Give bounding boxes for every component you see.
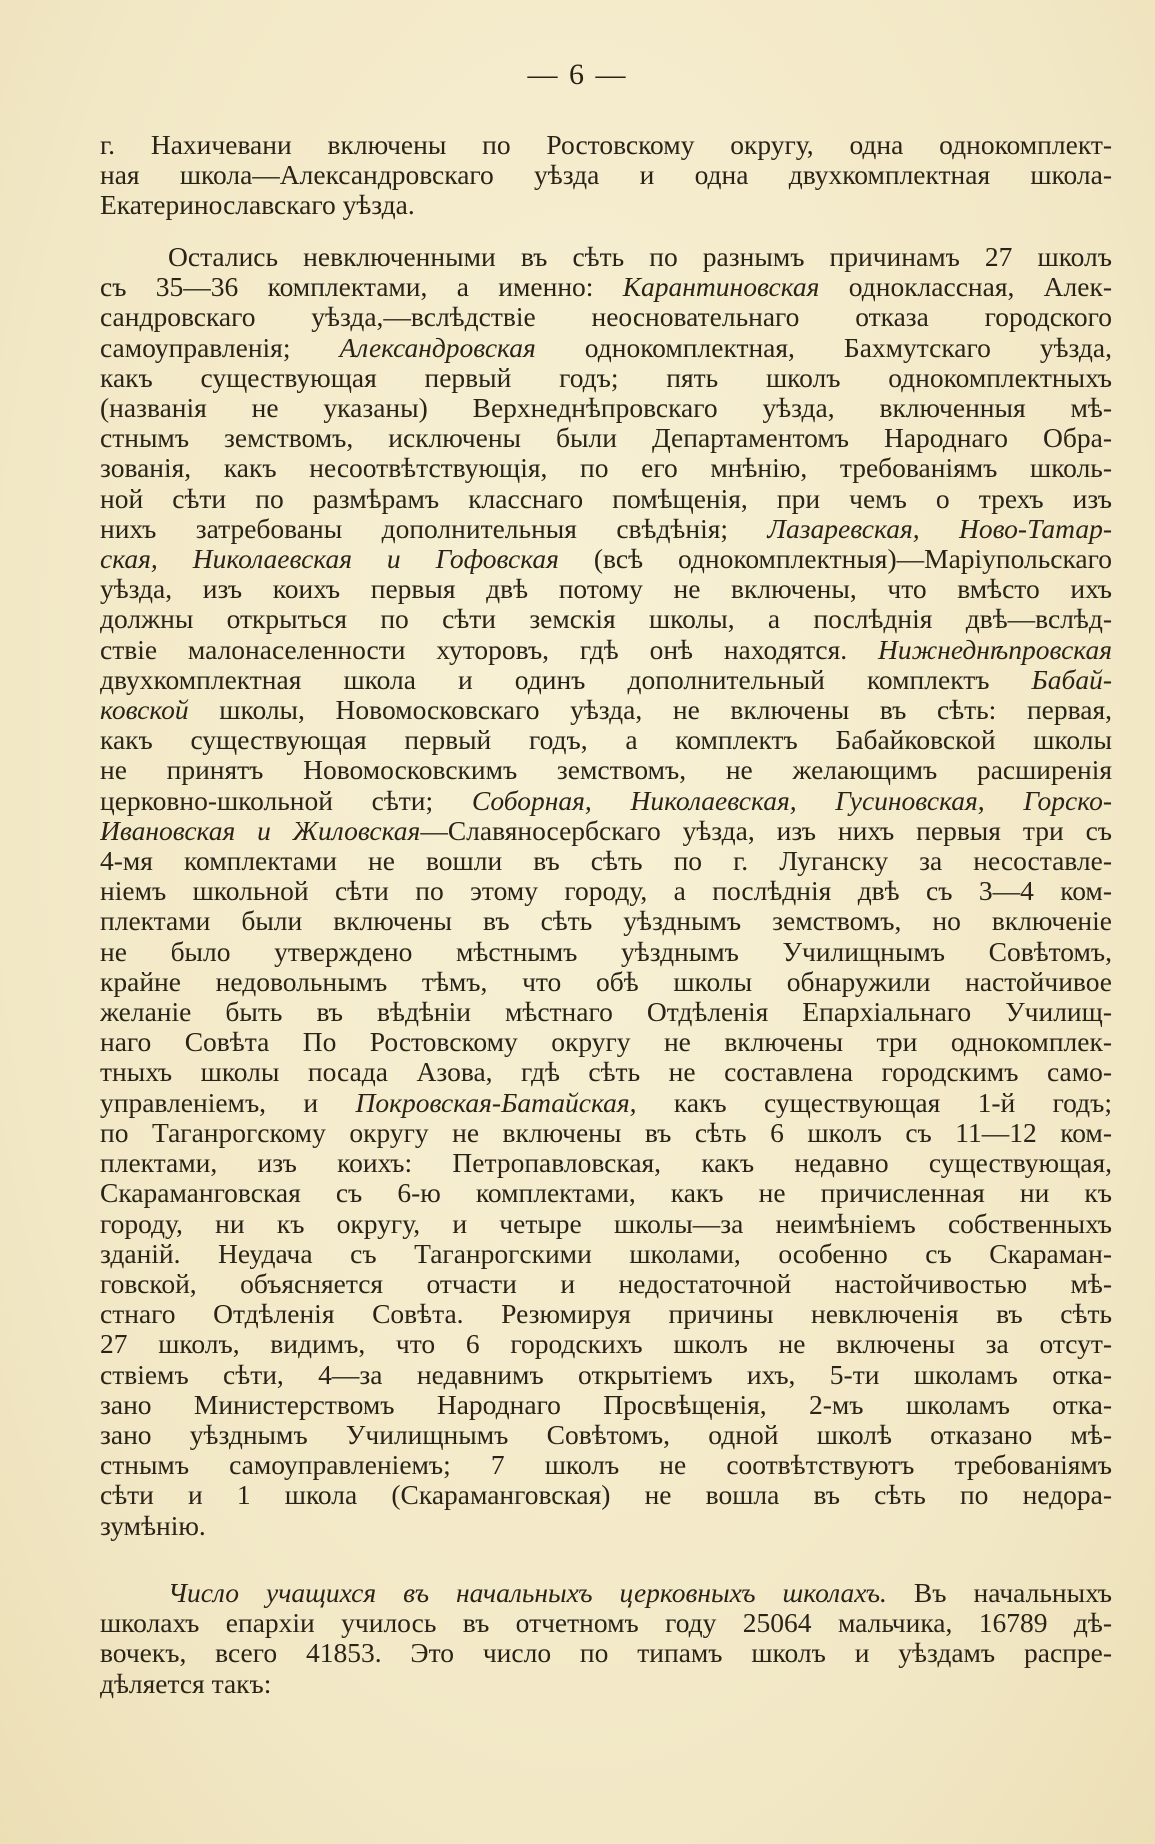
italic-text: Число учащихся въ начальныхъ церковныхъ школахъ. [168, 1578, 887, 1608]
text-segment: (всѣ однокомплектныя)—Маріупольскаго [558, 544, 1112, 575]
text-segment: какъ существующая первый годъ, а комплектъ Бабайковской школы [100, 725, 1112, 756]
text-segment: какъ существующая 1-й годъ; [636, 1087, 1112, 1118]
text-segment: тныхъ школы посада Азова, гдѣ сѣть не составлена городскимъ само- [100, 1057, 1112, 1088]
text-line [100, 846, 1112, 876]
text-segment: одноклассная, Алек- [819, 272, 1112, 303]
text-line [100, 1511, 1112, 1541]
text-segment: Остались невключенными въ сѣть по разнымъ причинамъ 27 школъ [168, 242, 1112, 272]
text-segment: ная школа—Александровскаго уѣзда и одна двухкомплектная школа- [100, 160, 1112, 191]
text-line [100, 1269, 1112, 1299]
text-segment: зованія, какъ несоотвѣтствующія, по его мнѣнію, требованіямъ школь- [100, 453, 1112, 484]
text-line [100, 1360, 1112, 1390]
italic-text: Покровская-Батайская, [355, 1087, 637, 1118]
italic-text: Бабай- [1031, 664, 1112, 695]
text-line [100, 1027, 1112, 1057]
text-segment: Скараманговская съ 6-ю комплектами, какъ не причисленная ни къ [100, 1178, 1112, 1209]
text-segment: плектами были включены въ сѣть уѣзднымъ земствомъ, но включеніе [100, 906, 1112, 937]
text-line [100, 242, 1112, 272]
text-segment: ствіемъ сѣти, 4—за недавнимъ открытіемъ ихъ, 5-ти школамъ отка- [100, 1359, 1112, 1390]
text-line [100, 302, 1112, 332]
text-line [100, 816, 1112, 846]
text-segment: ствіе малонаселенности хуторовъ, гдѣ онѣ находятся. [100, 634, 878, 665]
text-line [100, 1057, 1112, 1087]
text-line [100, 1608, 1112, 1638]
text-line [100, 967, 1112, 997]
italic-text: Александровская [339, 332, 536, 363]
text-segment: городу, ни къ округу, и четыре школы—за неимѣніемъ собственныхъ [100, 1208, 1112, 1239]
text-line [100, 1638, 1112, 1668]
text-segment: однокомплектная, Бахмутскаго уѣзда, [535, 332, 1112, 363]
text-line [100, 604, 1112, 634]
text-line [100, 1209, 1112, 1239]
text-line [100, 1299, 1112, 1329]
text-line [100, 544, 1112, 574]
text-segment: не принятъ Новомосковскимъ земствомъ, не желающимъ расширенія [100, 755, 1112, 786]
text-line [100, 1178, 1112, 1208]
text-line [100, 574, 1112, 604]
text-line [100, 1148, 1112, 1178]
text-line [100, 1480, 1112, 1510]
text-segment: уѣзда, изъ коихъ первыя двѣ потому не включены, что вмѣсто ихъ [100, 574, 1112, 605]
text-line [100, 997, 1112, 1027]
text-segment: зумѣнію. [100, 1510, 206, 1541]
text-line [100, 514, 1112, 544]
text-segment: 4-мя комплектами не вошли въ сѣть по г. Луганску за несоставле- [100, 846, 1112, 877]
text-segment: ной сѣти по размѣрамъ класснаго помѣщенія, при чемъ о трехъ изъ [100, 483, 1112, 514]
text-line [100, 1118, 1112, 1148]
text-segment: (названія не указаны) Верхнеднѣпровскаго уѣзда, включенныя мѣ- [100, 393, 1112, 424]
text-line [100, 725, 1112, 755]
text-line [100, 1578, 1112, 1608]
text-line [100, 937, 1112, 967]
text-segment: съ 35—36 комплектами, а именно: [100, 272, 623, 303]
italic-text: ковской [100, 695, 189, 726]
text-line [100, 695, 1112, 725]
paragraph-excluded-schools [100, 242, 1112, 1541]
text-line [100, 160, 1112, 190]
text-segment: зано уѣзднымъ Училищнымъ Совѣтомъ, одной школѣ отказано мѣ- [100, 1419, 1112, 1450]
paragraph-continuation [100, 130, 1112, 221]
text-line [100, 484, 1112, 514]
text-segment: —Славяносербскаго уѣзда, изъ нихъ первыя три съ [420, 815, 1112, 846]
text-line [100, 635, 1112, 665]
text-line [100, 1239, 1112, 1269]
italic-text: ская, Николаевская и Гофовская [100, 544, 559, 575]
text-segment: двухкомплектная школа и одинъ дополнительный комплектъ [100, 664, 1032, 695]
text-segment: Въ начальныхъ [886, 1578, 1112, 1608]
text-segment: желаніе быть въ вѣдѣніи мѣстнаго Отдѣленія Епархіальнаго Училищ- [100, 997, 1112, 1028]
text-segment: говской, объясняется отчасти и недостаточной настойчивостью мѣ- [100, 1268, 1112, 1299]
text-segment: стнаго Отдѣленія Совѣта. Резюмируя причины невключенія въ сѣть [100, 1299, 1112, 1330]
text-line [100, 876, 1112, 906]
text-segment: 27 школъ, видимъ, что 6 городскихъ школъ не включены за отсут- [100, 1329, 1112, 1360]
text-line [100, 272, 1112, 302]
page-number: — 6 — [527, 58, 628, 91]
text-segment: не было утверждено мѣстнымъ уѣзднымъ Училищнымъ Совѣтомъ, [100, 936, 1112, 967]
text-line [100, 363, 1112, 393]
text-line [100, 423, 1112, 453]
italic-text: Лазаревская, Ново-Татар- [767, 513, 1112, 544]
text-segment: по Таганрогскому округу не включены въ сѣть 6 школъ съ 11—12 ком- [100, 1117, 1112, 1148]
text-line [100, 1669, 1112, 1699]
italic-text: Соборная, Николаевская, Гусиновская, Горско- [471, 785, 1112, 816]
text-line [100, 906, 1112, 936]
text-segment: наго Совѣта По Ростовскому округу не включены три однокомплек- [100, 1027, 1112, 1058]
text-line [100, 755, 1112, 785]
text-line [100, 1329, 1112, 1359]
text-segment: школы, Новомосковскаго уѣзда, не включены въ сѣть: первая, [188, 695, 1112, 726]
text-segment: зданій. Неудача съ Таганрогскими школами, особенно съ Скараман- [100, 1238, 1112, 1269]
text-segment: дѣляется такъ: [100, 1668, 272, 1699]
text-segment: сандровскаго уѣзда,—вслѣдствіе неосновательнаго отказа городского [100, 302, 1112, 333]
italic-text: Ивановская и Жиловская [100, 815, 421, 846]
text-line [100, 333, 1112, 363]
text-line [100, 786, 1112, 816]
text-segment: какъ существующая первый годъ; пять школъ однокомплектныхъ [100, 362, 1112, 393]
text-segment: ніемъ школьной сѣти по этому городу, а послѣднія двѣ съ 3—4 ком- [100, 876, 1112, 907]
text-segment: плектами, изъ коихъ: Петропавловская, какъ недавно существующая, [100, 1148, 1112, 1179]
text-segment: зано Министерствомъ Народнаго Просвѣщенія, 2-мъ школамъ отка- [100, 1389, 1112, 1420]
text-segment: Екатеринославскаго уѣзда. [100, 190, 415, 221]
italic-text: Карантиновская [622, 272, 820, 303]
text-segment: сѣти и 1 школа (Скараманговская) не вошла въ сѣть по недора- [100, 1480, 1112, 1511]
text-line [100, 1420, 1112, 1450]
text-segment: школахъ епархіи училось въ отчетномъ году 25064 мальчика, 16789 дѣ- [100, 1608, 1112, 1639]
text-segment: должны открыться по сѣти земскія школы, а послѣднія двѣ—вслѣд- [100, 604, 1112, 635]
text-line [100, 665, 1112, 695]
paragraph-student-count [100, 1578, 1112, 1699]
italic-text: Нижнеднѣпровская [878, 634, 1112, 665]
text-segment: церковно-школьной сѣти; [100, 785, 472, 816]
text-line [100, 453, 1112, 483]
text-segment: крайне недовольнымъ тѣмъ, что обѣ школы обнаружили настойчивое [100, 966, 1112, 997]
text-line [100, 190, 1112, 220]
text-segment: вочекъ, всего 41853. Это число по типамъ школъ и уѣздамъ распре- [100, 1638, 1112, 1669]
text-segment: г. Нахичевани включены по Ростовскому округу, одна однокомплект- [100, 130, 1112, 160]
text-segment: самоуправленія; [100, 332, 340, 363]
text-segment: управленіемъ, и [100, 1087, 356, 1118]
text-line [100, 130, 1112, 160]
text-segment: нихъ затребованы дополнительныя свѣдѣнія; [100, 513, 768, 544]
text-segment: стнымъ земствомъ, исключены были Департаментомъ Народнаго Обра- [100, 423, 1112, 454]
text-segment: стнымъ самоуправленіемъ; 7 школъ не соотвѣтствуютъ требованіямъ [100, 1450, 1112, 1481]
text-line [100, 393, 1112, 423]
text-line [100, 1450, 1112, 1480]
text-line [100, 1088, 1112, 1118]
text-line [100, 1390, 1112, 1420]
